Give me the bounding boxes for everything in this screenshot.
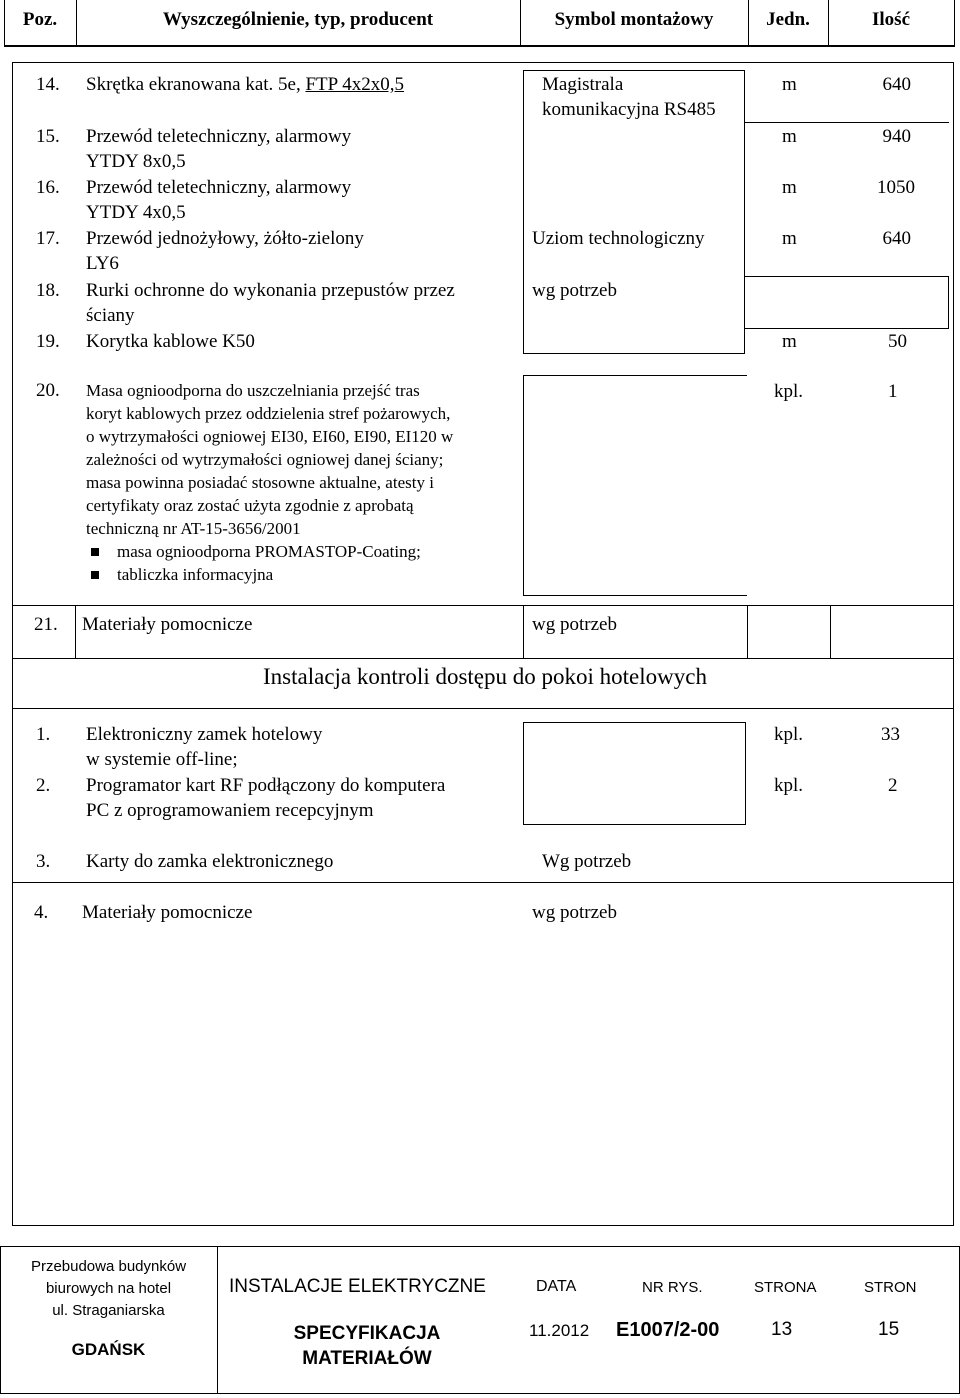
row-description <box>86 379 453 586</box>
row-description: Przewód teletechniczny, alarmowy <box>86 126 352 147</box>
row-description-line2: YTDY 4x0,5 <box>86 202 186 223</box>
row-qty: 640 <box>882 228 911 249</box>
row-symbol: Uziom technologiczny <box>532 228 705 249</box>
row-number: 2. <box>36 775 51 796</box>
description-line: koryt kablowych przez oddzielenia stref pożarowych, <box>86 404 451 423</box>
row-number: 4. <box>34 902 49 923</box>
row-description-line2: ściany <box>86 305 135 326</box>
row-number: 20. <box>36 380 60 401</box>
row-symbol: wg potrzeb <box>532 280 617 301</box>
row-description: Elektroniczny zamek hotelowy <box>86 724 323 745</box>
row-number: 15. <box>36 126 60 147</box>
row-qty: 50 <box>888 331 907 352</box>
row-number: 14. <box>36 74 60 95</box>
row-description: Rurki ochronne do wykonania przepustów przez <box>86 280 455 301</box>
bullet-item <box>86 540 453 563</box>
bullet-text: masa ognioodporna PROMASTOP-Coating; <box>117 542 421 561</box>
row-number: 3. <box>36 851 51 872</box>
page-label: STRONA <box>754 1279 817 1296</box>
project-city: GDAŃSK <box>71 1340 146 1359</box>
discipline: INSTALACJE ELEKTRYCZNE <box>229 1276 486 1297</box>
row-symbol: Magistrala <box>542 74 624 95</box>
description-line: Masa ognioodporna do uszczelniania przejść tras <box>86 381 420 400</box>
row-description-text: Skrętka ekranowana kat. 5e, <box>86 74 306 95</box>
row-unit: m <box>782 74 797 95</box>
pages-total-label: STRON <box>864 1279 917 1296</box>
row-symbol: wg potrzeb <box>532 902 617 923</box>
drawing-number-label: NR RYS. <box>642 1279 703 1296</box>
row-unit: m <box>782 331 797 352</box>
row-description: Korytka kablowe K50 <box>86 331 255 352</box>
description-line: masa powinna posiadać stosowne aktualne, atesty i <box>86 473 434 492</box>
header-qty: Ilość <box>872 9 910 30</box>
row-qty: 2 <box>888 775 898 796</box>
row-qty: 1 <box>888 381 898 402</box>
row-symbol: Wg potrzeb <box>542 851 632 872</box>
row-description-line2: PC z oprogramowaniem recepcyjnym <box>86 800 374 821</box>
row-unit: kpl. <box>774 724 804 745</box>
section-title: Instalacja kontroli dostępu do pokoi hotelowych <box>263 664 707 689</box>
pages-total: 15 <box>878 1319 900 1340</box>
bullet-item <box>86 563 453 586</box>
project-line: biurowych na hotel <box>45 1280 172 1297</box>
row-number: 21. <box>34 614 58 635</box>
document-title-line: MATERIAŁÓW <box>302 1348 432 1369</box>
row-number: 1. <box>36 724 51 745</box>
page-number: 13 <box>771 1319 793 1340</box>
row-qty: 640 <box>882 74 911 95</box>
header-poz: Poz. <box>22 9 58 30</box>
description-line: zależności od wytrzymałości ogniowej danej ściany; <box>86 450 444 469</box>
row-symbol: wg potrzeb <box>532 614 617 635</box>
row-description: Przewód teletechniczny, alarmowy <box>86 177 352 198</box>
bullet-text: tabliczka informacyjna <box>117 565 274 584</box>
row-description-line2: w systemie off-line; <box>86 749 238 770</box>
cable-type: FTP 4x2x0,5 <box>305 74 405 95</box>
header-unit: Jedn. <box>766 9 810 30</box>
project-name <box>0 1256 217 1322</box>
document-title-line: SPECYFIKACJA <box>293 1323 441 1344</box>
header-description: Wyszczególnienie, typ, producent <box>162 9 434 30</box>
row-description: Karty do zamka elektronicznego <box>86 851 334 872</box>
description-line: o wytrzymałości ogniowej EI30, EI60, EI90, EI120 w <box>86 427 454 446</box>
header-symbol: Symbol montażowy <box>554 9 714 30</box>
drawing-number: E1007/2-00 <box>616 1319 720 1341</box>
row-symbol-line2: komunikacyjna RS485 <box>542 99 716 120</box>
row-description <box>86 72 404 97</box>
row-number: 17. <box>36 228 60 249</box>
project-line: Przebudowa budynków <box>30 1258 187 1275</box>
date-value: 11.2012 <box>529 1321 590 1340</box>
row-unit: m <box>782 126 797 147</box>
document-title <box>262 1321 472 1371</box>
row-unit: kpl. <box>774 775 804 796</box>
row-description-line2: LY6 <box>86 253 119 274</box>
row-unit: m <box>782 177 797 198</box>
row-number: 19. <box>36 331 60 352</box>
project-line: ul. Straganiarska <box>52 1302 165 1319</box>
row-number: 18. <box>36 280 60 301</box>
row-description: Materiały pomocnicze <box>82 902 253 923</box>
row-number: 16. <box>36 177 60 198</box>
row-qty: 33 <box>881 724 900 745</box>
row-description: Programator kart RF podłączony do komputera <box>86 775 446 796</box>
row-qty: 940 <box>882 126 911 147</box>
description-line: techniczną nr AT-15-3656/2001 <box>86 519 301 538</box>
row-description: Materiały pomocnicze <box>82 614 253 635</box>
row-unit: kpl. <box>774 381 804 402</box>
description-line: certyfikaty oraz zostać użyta zgodnie z aprobatą <box>86 496 414 515</box>
row-unit: m <box>782 228 797 249</box>
bullet-icon <box>91 548 99 556</box>
row-qty: 1050 <box>877 177 915 198</box>
row-description: Przewód jednożyłowy, żółto-zielony <box>86 228 364 249</box>
row-description-line2: YTDY 8x0,5 <box>86 151 186 172</box>
date-label: DATA <box>536 1278 577 1295</box>
bullet-icon <box>91 571 99 579</box>
